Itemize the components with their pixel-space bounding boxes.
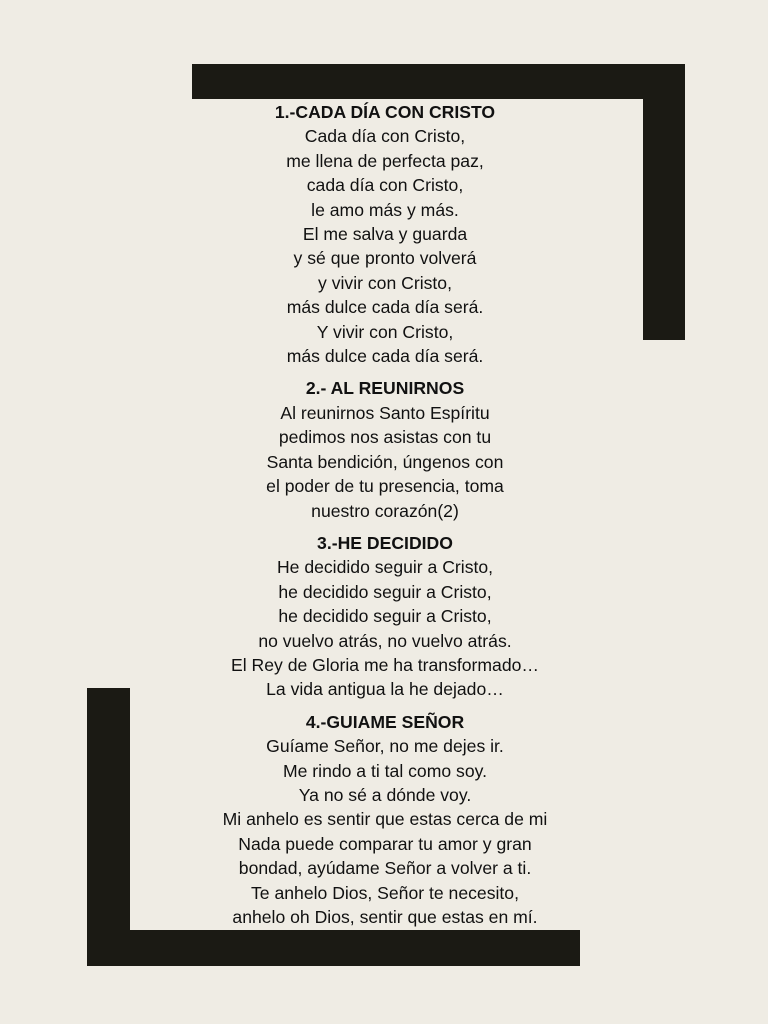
song-line: he decidido seguir a Cristo, [278, 581, 492, 602]
song-2 [150, 376, 620, 522]
song-title: 4.-GUIAME SEÑOR [305, 711, 465, 732]
song-line: le amo más y más. [311, 199, 459, 220]
song-line: Y vivir con Cristo, [316, 321, 454, 342]
song-line: Te anhelo Dios, Señor te necesito, [251, 882, 519, 903]
song-line: nuestro corazón(2) [311, 500, 459, 521]
song-line: El Rey de Gloria me ha transformado… [230, 654, 540, 675]
frame-bottom-vertical-bar [87, 688, 130, 966]
frame-bottom-horizontal-bar [87, 930, 580, 966]
song-line: Guíame Señor, no me dejes ir. [266, 736, 504, 757]
song-line: He decidido seguir a Cristo, [276, 557, 494, 578]
song-line: Mi anhelo es sentir que estas cerca de mi [222, 809, 548, 830]
song-title: 3.-HE DECIDIDO [317, 532, 453, 553]
song-line: pedimos nos asistas con tu [278, 427, 492, 448]
song-line: el poder de tu presencia, toma [266, 476, 504, 497]
song-line: me llena de perfecta paz, [286, 150, 484, 171]
song-3 [150, 531, 620, 702]
song-line: he decidido seguir a Cristo, [278, 606, 492, 627]
song-list [150, 100, 620, 929]
song-line: más dulce cada día será. [286, 346, 484, 367]
song-1 [150, 100, 620, 368]
frame-top-vertical-bar [643, 64, 685, 340]
song-line: Nada puede comparar tu amor y gran [238, 833, 532, 854]
song-line: anhelo oh Dios, sentir que estas en mí. [232, 907, 538, 927]
song-4 [150, 710, 620, 930]
song-line: y sé que pronto volverá [293, 248, 477, 269]
song-line: Santa bendición, úngenos con [266, 451, 504, 472]
song-title: 2.- AL REUNIRNOS [305, 378, 465, 399]
song-line: Ya no sé a dónde voy. [298, 784, 472, 805]
song-line: no vuelvo atrás, no vuelvo atrás. [258, 630, 512, 651]
song-line: Al reunirnos Santo Espíritu [280, 402, 490, 423]
song-line: y vivir con Cristo, [318, 272, 452, 293]
song-title: 1.-CADA DÍA CON CRISTO [274, 102, 496, 122]
song-line: Cada día con Cristo, [304, 126, 466, 147]
song-line: Me rindo a ti tal como soy. [282, 760, 488, 781]
song-line: El me salva y guarda [302, 224, 468, 245]
frame-top-horizontal-bar [192, 64, 685, 99]
song-line: bondad, ayúdame Señor a volver a ti. [238, 858, 532, 879]
song-line: La vida antigua la he dejado… [266, 679, 504, 700]
song-line: más dulce cada día será. [286, 297, 484, 318]
song-line: cada día con Cristo, [306, 175, 464, 196]
